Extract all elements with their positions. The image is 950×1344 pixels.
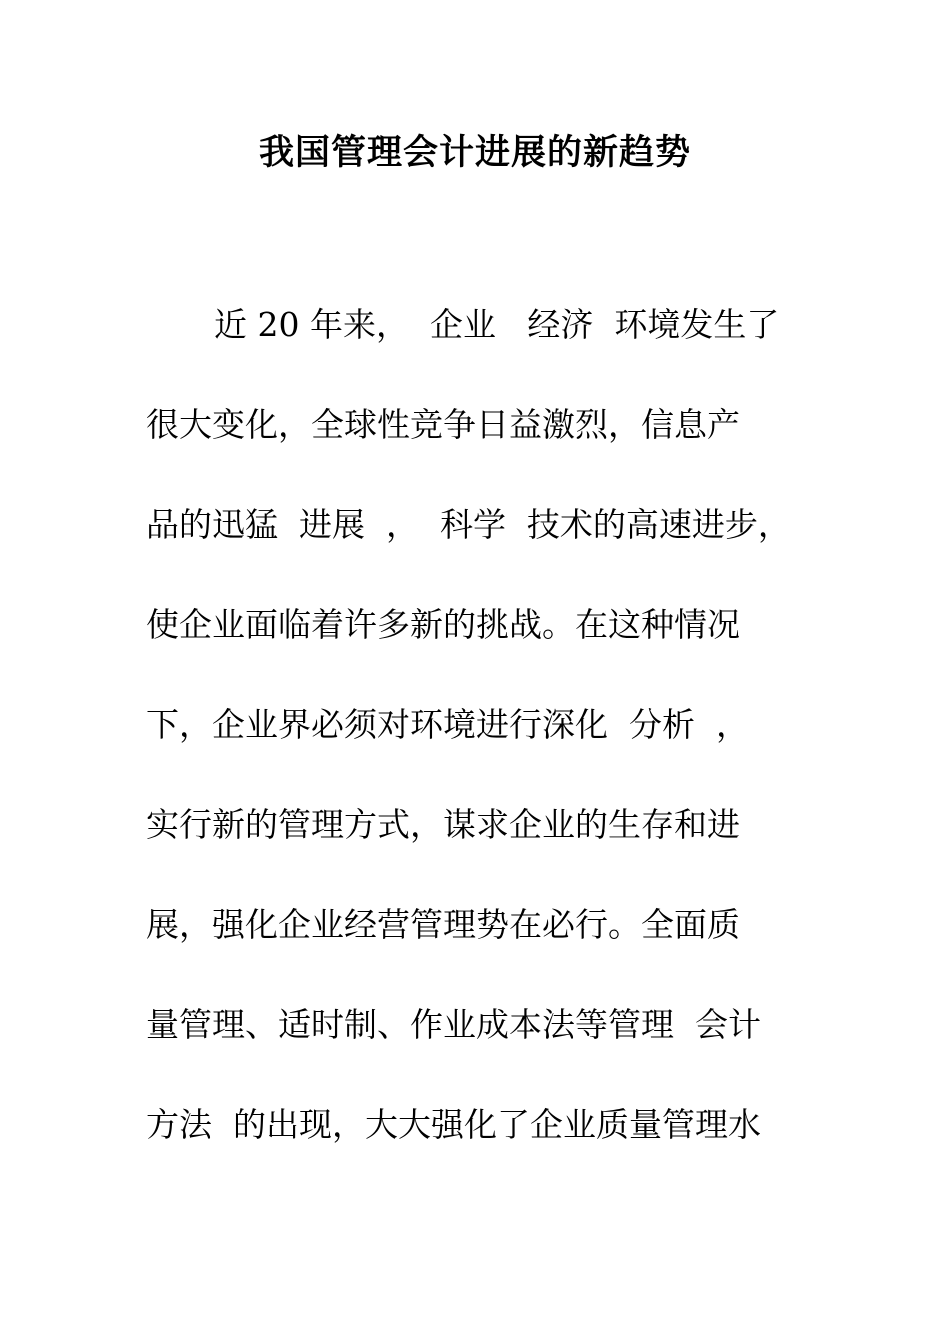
paragraph-line-5: 下，企业界必须对环境进行深化 分析 ， [146,705,749,744]
paragraph-line-4: 使企业面临着许多新的挑战。在这种情况 [146,605,740,644]
paragraph-line-2: 很大变化，全球性竞争日益激烈，信息产 [146,405,740,444]
paragraph-line-7: 展，强化企业经营管理势在必行。全面质 [146,905,740,944]
paragraph-line-3: 品的迅猛 进展 ， 科学 技术的高速进步， [146,505,791,544]
paragraph-line-6: 实行新的管理方式，谋求企业的生存和进 [146,805,740,844]
document-title: 我国管理会计进展的新趋势 [258,133,691,173]
paragraph-line-8: 量管理、适时制、作业成本法等管理 会计 [146,1005,761,1044]
paragraph-line-9: 方法 的出现，大大强化了企业质量管理水 [146,1105,761,1144]
paragraph-line-1: 近 20 年来， 企业 经济 环境发生了 [214,305,780,344]
